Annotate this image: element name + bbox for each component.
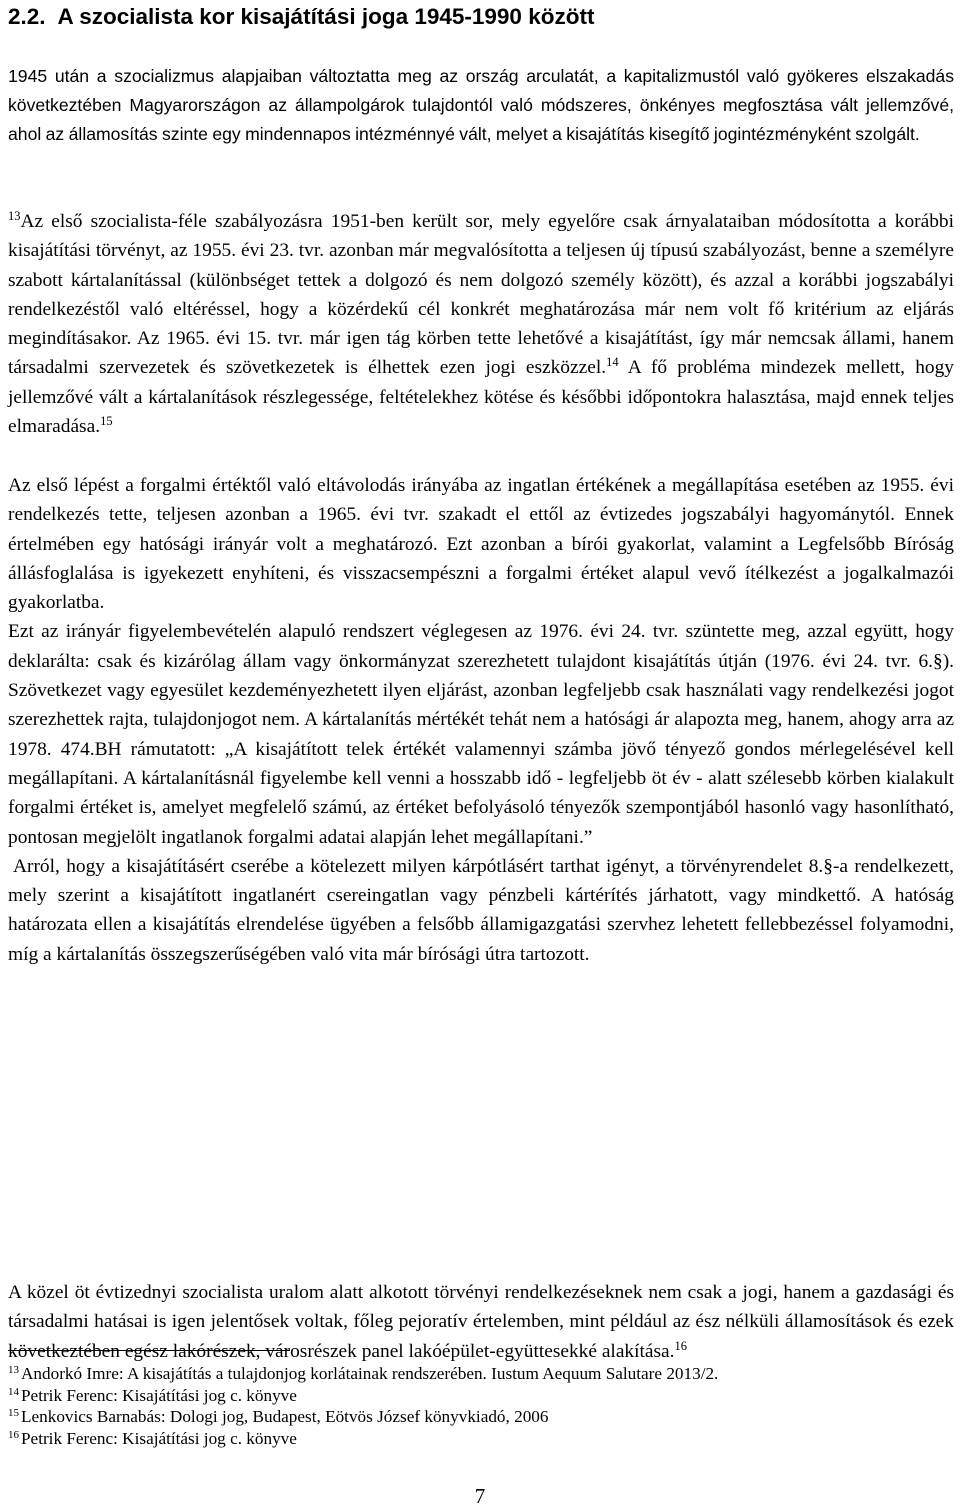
footnote-ref-15[interactable]: 15 bbox=[100, 414, 113, 429]
footnote-14 bbox=[8, 1385, 954, 1407]
paragraph-text: Arról, hogy a kisajátításért cserébe a kötelezett milyen kárpótlásért tarthat igényt, a törvényrendelet 8.§-a rendelkezett, mely szerint a kisajátított ingatlanért csereingatlan vagy pénzbeli kártérítés járhatott, vagy mindkettő. A hatóság határozata ellen a kisajátítás elrendelése ügyében a felsőbb államigazgatási szervhez lehetett fellebbezéssel folyamodni, míg a kártalanítás összegszerűségében való vita már bírósági útra tartozott. bbox=[8, 855, 954, 965]
section-number: 2.2. bbox=[8, 4, 46, 29]
footnote-text: Petrik Ferenc: Kisajátítási jog c. könyve bbox=[21, 1429, 297, 1449]
paragraph-text: Az első lépést a forgalmi értéktől való eltávolodás irányába az ingatlan értékének a megállapítása esetében az 1955. évi rendelkezés tette, teljesen azonban a 1965. évi tvr. szakadt el ettől az évtizedes jogszabályi hagyománytól. Ennek értelmében egy hatósági irányár volt a meghatározó. Ezt azonban a bírói gyakorlat, valamint a Legfelsőbb Bíróság állásfoglalása is igyekezett enyhíteni, és visszacsempészni a forgalmi értéket alapul vevő ítélkezést a jogalkalmazói gyakorlatba. bbox=[8, 475, 954, 614]
paragraph-text: A közel öt évtizednyi szocialista uralom alatt alkotott törvényi rendelkezéseknek nem csak a jogi, hanem a gazdasági és társadalmi hatásai is igen jelentősek voltak, főleg pejoratív értelemben, mint például az ész nélküli államosítások és ezek következtében egész lakórészek, városrészek panel lakóépület-együttesekké alakítása. bbox=[8, 1282, 954, 1362]
section-title: A szocialista kor kisajátítási joga 1945-1990 között bbox=[57, 4, 595, 29]
footnote-ref-13[interactable]: 13 bbox=[8, 209, 21, 223]
footnote-text: Andorkó Imre: A kisajátítás a tulajdonjog korlátainak rendszerében. Iustum Aequum Salutare 2013/2. bbox=[21, 1364, 719, 1383]
paragraph-text: Az első szocialista-féle szabályozásra 1951-ben került sor, mely egyelőre csak árnyalataiban módosította a korábbi kisajátítási törvényt, az 1955. évi 23. tvr. azonban már megvalósította a teljesen új típusú szabályozást, benne a személyre szabott kártalanítással (különbséget tettek a dolgozó és nem dolgozó személy között), és azzal a korábbi jogszabályi rendelkezéstől való eltéréssel, hogy a közérdekű cél konkrét meghatározása már nem volt fő kritérium az eljárás megindításakor. Az 1965. évi 15. tvr. már igen tág körben tette lehetővé a kisajátítást, így már nemcsak állami, hanem társadalmi szervezetek és szövetkezetek is élhettek ezen jogi eszközzel. bbox=[8, 211, 954, 379]
footnote-ref-14[interactable]: 14 bbox=[606, 355, 619, 370]
footnotes bbox=[8, 1363, 954, 1450]
paragraph-expropriation-rules bbox=[8, 207, 954, 441]
footnote-16 bbox=[8, 1428, 954, 1450]
footnote-15 bbox=[8, 1406, 954, 1428]
paragraph-conclusion bbox=[8, 1278, 954, 1366]
paragraph-text: A fő probléma mindezek mellett, hogy jellemzővé vált a kártalanítások részlegessége, feltételekhez kötése és későbbi időpontokra halasztása, majd ennek teljes elmaradása. bbox=[8, 357, 954, 438]
footnote-number: 14 bbox=[8, 1385, 19, 1398]
paragraph-market-value bbox=[8, 471, 954, 969]
paragraph-text: Ezt az irányár figyelembevételén alapuló rendszert véglegesen az 1976. évi 24. tvr. szüntette meg, azzal együtt, hogy deklarálta: csak és kizárólag állam vagy önkormányzat szerezhetett tulajdont kisajátítás útján (1976. évi 24. tvr. 6.§). Szövetkezet vagy egyesület kezdeményezhetett ilyen eljárást, azonban legfeljebb csak használati vagy rendelkezési jogot szerezhettek rajta, tulajdonjogot nem. A kártalanítás mértékét tehát nem a hatósági ár alapozta meg, hanem, ahogy arra az 1978. 474.BH rámutatott: „A kisajátított telek értékét valamennyi számba jövő tényező gondos mérlegelésével kell megállapítani. A kártalanításnál figyelembe kell venni a hosszabb idő - legfeljebb öt év - alatt szélesebb körben kialakult forgalmi értéket is, amelyet megfelelő számú, az értéket befolyásoló tényezők szempontjából hasonló vagy hasonlítható, pontosan megjelölt ingatlanok forgalmi adatai alapján lehet megállapítani.” bbox=[8, 621, 954, 848]
footnote-13 bbox=[8, 1363, 954, 1385]
intro-paragraph: 1945 után a szocializmus alapjaiban változtatta meg az ország arculatát, a kapitalizmustól való gyökeres elszakadás következtében Magyarországon az állampolgárok tulajdontól való módszeres, önkényes megfosztása vált jellemzővé, ahol az államosítás szinte egy mindennapos intézménnyé vált, melyet a kisajátítás kisegítő jogintézményként szolgált. bbox=[8, 66, 954, 144]
section-heading bbox=[8, 2, 594, 32]
footnote-number: 16 bbox=[8, 1429, 19, 1442]
footnote-text: Lenkovics Barnabás: Dologi jog, Budapest, Eötvös József könyvkiadó, 2006 bbox=[21, 1407, 549, 1427]
footnote-text: Petrik Ferenc: Kisajátítási jog c. könyve bbox=[21, 1385, 297, 1405]
footnote-number: 13 bbox=[8, 1364, 19, 1376]
footnote-separator bbox=[8, 1350, 290, 1351]
footnote-ref-16[interactable]: 16 bbox=[674, 1338, 688, 1353]
footnote-number: 15 bbox=[8, 1407, 19, 1420]
page-number: 7 bbox=[474, 1484, 486, 1508]
